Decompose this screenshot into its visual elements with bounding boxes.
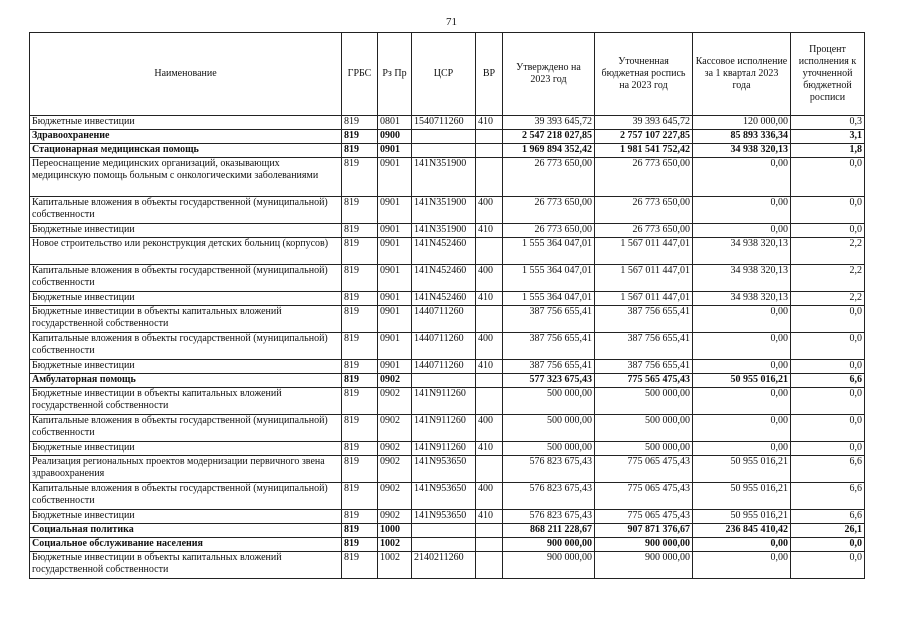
cell-name: Бюджетные инвестиции xyxy=(30,292,342,306)
cell-grbs: 819 xyxy=(342,360,378,374)
cell-approved: 1 555 364 047,01 xyxy=(503,292,595,306)
cell-refined: 900 000,00 xyxy=(595,538,693,552)
cell-vr: 400 xyxy=(476,197,503,224)
cell-refined: 1 567 011 447,01 xyxy=(595,265,693,292)
table-row xyxy=(30,456,865,483)
header-percent: Процент исполнения к уточненной бюджетной росписи xyxy=(791,33,865,116)
cell-cash: 34 938 320,13 xyxy=(693,144,791,158)
cell-vr xyxy=(476,238,503,265)
cell-grbs: 819 xyxy=(342,197,378,224)
cell-cash: 85 893 336,34 xyxy=(693,130,791,144)
cell-rz-pr: 0902 xyxy=(378,388,412,415)
cell-vr: 410 xyxy=(476,510,503,524)
cell-refined: 500 000,00 xyxy=(595,415,693,442)
cell-csr: 2140211260 xyxy=(412,552,476,579)
cell-approved: 576 823 675,43 xyxy=(503,456,595,483)
cell-vr xyxy=(476,538,503,552)
cell-csr: 141N953650 xyxy=(412,510,476,524)
cell-grbs: 819 xyxy=(342,333,378,360)
table-body xyxy=(30,116,865,579)
cell-name: Бюджетные инвестиции в объекты капитальных вложений государственной собственности xyxy=(30,552,342,579)
cell-rz-pr: 0901 xyxy=(378,265,412,292)
cell-refined: 775 065 475,43 xyxy=(595,510,693,524)
table-row xyxy=(30,538,865,552)
cell-vr: 410 xyxy=(476,360,503,374)
cell-percent: 2,2 xyxy=(791,238,865,265)
cell-name: Бюджетные инвестиции в объекты капитальных вложений государственной собственности xyxy=(30,306,342,333)
cell-cash: 120 000,00 xyxy=(693,116,791,130)
cell-vr xyxy=(476,374,503,388)
cell-vr: 400 xyxy=(476,333,503,360)
cell-percent: 0,0 xyxy=(791,552,865,579)
cell-refined: 775 065 475,43 xyxy=(595,456,693,483)
cell-grbs: 819 xyxy=(342,388,378,415)
table-row xyxy=(30,238,865,265)
cell-grbs: 819 xyxy=(342,442,378,456)
cell-percent: 2,2 xyxy=(791,265,865,292)
cell-rz-pr: 0900 xyxy=(378,130,412,144)
cell-grbs: 819 xyxy=(342,130,378,144)
cell-grbs: 819 xyxy=(342,456,378,483)
cell-percent: 6,6 xyxy=(791,510,865,524)
cell-name: Капитальные вложения в объекты государственной (муниципальной) собственности xyxy=(30,483,342,510)
cell-name: Новое строительство или реконструкция детских больниц (корпусов) xyxy=(30,238,342,265)
cell-csr: 1440711260 xyxy=(412,333,476,360)
cell-csr: 141N911260 xyxy=(412,415,476,442)
cell-approved: 1 555 364 047,01 xyxy=(503,238,595,265)
cell-cash: 50 955 016,21 xyxy=(693,374,791,388)
cell-grbs: 819 xyxy=(342,538,378,552)
cell-percent: 0,0 xyxy=(791,333,865,360)
table-row xyxy=(30,388,865,415)
cell-cash: 0,00 xyxy=(693,442,791,456)
cell-vr xyxy=(476,552,503,579)
cell-csr: 1440711260 xyxy=(412,360,476,374)
cell-rz-pr: 0901 xyxy=(378,333,412,360)
cell-refined: 1 981 541 752,42 xyxy=(595,144,693,158)
cell-rz-pr: 0901 xyxy=(378,158,412,197)
header-rz-pr: Рз Пр xyxy=(378,33,412,116)
cell-name: Здравоохранение xyxy=(30,130,342,144)
cell-approved: 2 547 218 027,85 xyxy=(503,130,595,144)
cell-cash: 0,00 xyxy=(693,415,791,442)
cell-csr: 141N452460 xyxy=(412,292,476,306)
header-grbs: ГРБС xyxy=(342,33,378,116)
cell-csr: 141N452460 xyxy=(412,265,476,292)
cell-cash: 34 938 320,13 xyxy=(693,292,791,306)
cell-name: Капитальные вложения в объекты государственной (муниципальной) собственности xyxy=(30,415,342,442)
cell-approved: 500 000,00 xyxy=(503,442,595,456)
cell-approved: 387 756 655,41 xyxy=(503,333,595,360)
cell-percent: 0,0 xyxy=(791,306,865,333)
cell-approved: 900 000,00 xyxy=(503,552,595,579)
cell-csr: 141N911260 xyxy=(412,388,476,415)
table-row xyxy=(30,374,865,388)
cell-percent: 0,0 xyxy=(791,224,865,238)
cell-percent: 0,3 xyxy=(791,116,865,130)
cell-rz-pr: 0901 xyxy=(378,144,412,158)
cell-grbs: 819 xyxy=(342,374,378,388)
cell-rz-pr: 0901 xyxy=(378,360,412,374)
table-row xyxy=(30,524,865,538)
cell-refined: 39 393 645,72 xyxy=(595,116,693,130)
cell-refined: 387 756 655,41 xyxy=(595,306,693,333)
cell-csr: 141N351900 xyxy=(412,158,476,197)
cell-percent: 0,0 xyxy=(791,442,865,456)
cell-vr: 400 xyxy=(476,483,503,510)
cell-name: Бюджетные инвестиции xyxy=(30,360,342,374)
cell-percent: 3,1 xyxy=(791,130,865,144)
cell-percent: 0,0 xyxy=(791,388,865,415)
cell-cash: 0,00 xyxy=(693,197,791,224)
header-cash: Кассовое исполнение за 1 квартал 2023 года xyxy=(693,33,791,116)
cell-vr: 410 xyxy=(476,292,503,306)
cell-refined: 387 756 655,41 xyxy=(595,360,693,374)
cell-percent: 0,0 xyxy=(791,197,865,224)
cell-approved: 26 773 650,00 xyxy=(503,158,595,197)
cell-refined: 1 567 011 447,01 xyxy=(595,238,693,265)
cell-csr xyxy=(412,524,476,538)
cell-csr xyxy=(412,374,476,388)
cell-vr xyxy=(476,130,503,144)
cell-approved: 26 773 650,00 xyxy=(503,197,595,224)
cell-refined: 775 065 475,43 xyxy=(595,483,693,510)
cell-name: Бюджетные инвестиции в объекты капитальных вложений государственной собственности xyxy=(30,388,342,415)
cell-name: Социальная политика xyxy=(30,524,342,538)
cell-percent: 2,2 xyxy=(791,292,865,306)
cell-cash: 0,00 xyxy=(693,360,791,374)
cell-percent: 1,8 xyxy=(791,144,865,158)
table-row xyxy=(30,333,865,360)
cell-rz-pr: 0902 xyxy=(378,442,412,456)
table-row xyxy=(30,158,865,197)
cell-rz-pr: 1002 xyxy=(378,538,412,552)
cell-grbs: 819 xyxy=(342,265,378,292)
cell-name: Капитальные вложения в объекты государственной (муниципальной) собственности xyxy=(30,265,342,292)
cell-grbs: 819 xyxy=(342,238,378,265)
cell-refined: 26 773 650,00 xyxy=(595,224,693,238)
cell-name: Бюджетные инвестиции xyxy=(30,442,342,456)
cell-rz-pr: 0902 xyxy=(378,510,412,524)
table-row xyxy=(30,130,865,144)
cell-name: Капитальные вложения в объекты государственной (муниципальной) собственности xyxy=(30,333,342,360)
cell-approved: 576 823 675,43 xyxy=(503,483,595,510)
cell-csr xyxy=(412,130,476,144)
cell-csr: 141N953650 xyxy=(412,483,476,510)
cell-name: Переоснащение медицинских организаций, оказывающих медицинскую помощь больным с онкологическими заболеваниями xyxy=(30,158,342,197)
cell-rz-pr: 0901 xyxy=(378,197,412,224)
cell-rz-pr: 0902 xyxy=(378,374,412,388)
cell-cash: 0,00 xyxy=(693,538,791,552)
cell-cash: 0,00 xyxy=(693,388,791,415)
cell-name: Бюджетные инвестиции xyxy=(30,116,342,130)
cell-rz-pr: 0902 xyxy=(378,483,412,510)
cell-refined: 500 000,00 xyxy=(595,388,693,415)
cell-name: Реализация региональных проектов модернизации первичного звена здравоохранения xyxy=(30,456,342,483)
table-row xyxy=(30,360,865,374)
cell-rz-pr: 0902 xyxy=(378,415,412,442)
cell-grbs: 819 xyxy=(342,552,378,579)
header-approved: Утверждено на 2023 год xyxy=(503,33,595,116)
cell-approved: 1 555 364 047,01 xyxy=(503,265,595,292)
cell-vr xyxy=(476,456,503,483)
cell-rz-pr: 1002 xyxy=(378,552,412,579)
cell-grbs: 819 xyxy=(342,510,378,524)
cell-approved: 500 000,00 xyxy=(503,388,595,415)
table-row xyxy=(30,265,865,292)
cell-csr xyxy=(412,538,476,552)
table-row xyxy=(30,442,865,456)
cell-vr: 400 xyxy=(476,415,503,442)
table-row xyxy=(30,224,865,238)
cell-cash: 0,00 xyxy=(693,552,791,579)
cell-csr: 141N351900 xyxy=(412,224,476,238)
cell-approved: 577 323 675,43 xyxy=(503,374,595,388)
table-row xyxy=(30,552,865,579)
cell-csr: 141N351900 xyxy=(412,197,476,224)
cell-rz-pr: 0901 xyxy=(378,292,412,306)
cell-grbs: 819 xyxy=(342,158,378,197)
cell-percent: 6,6 xyxy=(791,483,865,510)
cell-csr: 141N953650 xyxy=(412,456,476,483)
header-csr: ЦСР xyxy=(412,33,476,116)
table-row xyxy=(30,144,865,158)
cell-csr: 1440711260 xyxy=(412,306,476,333)
cell-percent: 6,6 xyxy=(791,374,865,388)
cell-cash: 0,00 xyxy=(693,333,791,360)
table-row xyxy=(30,483,865,510)
cell-approved: 576 823 675,43 xyxy=(503,510,595,524)
cell-grbs: 819 xyxy=(342,224,378,238)
cell-percent: 0,0 xyxy=(791,360,865,374)
cell-rz-pr: 0801 xyxy=(378,116,412,130)
cell-vr: 410 xyxy=(476,442,503,456)
cell-cash: 0,00 xyxy=(693,224,791,238)
header-vr: ВР xyxy=(476,33,503,116)
cell-name: Бюджетные инвестиции xyxy=(30,510,342,524)
cell-approved: 26 773 650,00 xyxy=(503,224,595,238)
cell-csr: 1540711260 xyxy=(412,116,476,130)
cell-csr xyxy=(412,144,476,158)
cell-cash: 236 845 410,42 xyxy=(693,524,791,538)
cell-grbs: 819 xyxy=(342,144,378,158)
header-name: Наименование xyxy=(30,33,342,116)
table-row xyxy=(30,510,865,524)
cell-csr: 141N911260 xyxy=(412,442,476,456)
cell-vr xyxy=(476,144,503,158)
cell-cash: 50 955 016,21 xyxy=(693,456,791,483)
cell-percent: 0,0 xyxy=(791,158,865,197)
page-number: 71 xyxy=(446,16,457,28)
cell-approved: 1 969 894 352,42 xyxy=(503,144,595,158)
cell-rz-pr: 1000 xyxy=(378,524,412,538)
cell-csr: 141N452460 xyxy=(412,238,476,265)
cell-vr: 400 xyxy=(476,265,503,292)
header-refined: Уточненная бюджетная роспись на 2023 год xyxy=(595,33,693,116)
cell-name: Социальное обслуживание населения xyxy=(30,538,342,552)
cell-percent: 0,0 xyxy=(791,538,865,552)
table-row xyxy=(30,116,865,130)
cell-rz-pr: 0902 xyxy=(378,456,412,483)
cell-name: Бюджетные инвестиции xyxy=(30,224,342,238)
cell-grbs: 819 xyxy=(342,306,378,333)
cell-approved: 387 756 655,41 xyxy=(503,360,595,374)
cell-percent: 0,0 xyxy=(791,415,865,442)
cell-vr: 410 xyxy=(476,224,503,238)
cell-vr: 410 xyxy=(476,116,503,130)
cell-refined: 775 565 475,43 xyxy=(595,374,693,388)
cell-vr xyxy=(476,306,503,333)
cell-cash: 34 938 320,13 xyxy=(693,238,791,265)
cell-grbs: 819 xyxy=(342,524,378,538)
table-row xyxy=(30,415,865,442)
cell-name: Стационарная медицинская помощь xyxy=(30,144,342,158)
cell-refined: 907 871 376,67 xyxy=(595,524,693,538)
cell-cash: 0,00 xyxy=(693,158,791,197)
cell-refined: 500 000,00 xyxy=(595,442,693,456)
cell-grbs: 819 xyxy=(342,116,378,130)
cell-approved: 39 393 645,72 xyxy=(503,116,595,130)
table-row xyxy=(30,292,865,306)
cell-rz-pr: 0901 xyxy=(378,306,412,333)
cell-rz-pr: 0901 xyxy=(378,224,412,238)
cell-approved: 500 000,00 xyxy=(503,415,595,442)
cell-approved: 900 000,00 xyxy=(503,538,595,552)
cell-refined: 1 567 011 447,01 xyxy=(595,292,693,306)
cell-cash: 0,00 xyxy=(693,306,791,333)
budget-execution-table xyxy=(29,32,865,579)
cell-refined: 2 757 107 227,85 xyxy=(595,130,693,144)
cell-approved: 868 211 228,67 xyxy=(503,524,595,538)
cell-refined: 26 773 650,00 xyxy=(595,158,693,197)
cell-refined: 26 773 650,00 xyxy=(595,197,693,224)
table-row xyxy=(30,197,865,224)
cell-approved: 387 756 655,41 xyxy=(503,306,595,333)
cell-cash: 50 955 016,21 xyxy=(693,483,791,510)
cell-vr xyxy=(476,388,503,415)
cell-vr xyxy=(476,524,503,538)
cell-percent: 6,6 xyxy=(791,456,865,483)
cell-cash: 34 938 320,13 xyxy=(693,265,791,292)
cell-grbs: 819 xyxy=(342,483,378,510)
cell-grbs: 819 xyxy=(342,415,378,442)
cell-percent: 26,1 xyxy=(791,524,865,538)
cell-refined: 387 756 655,41 xyxy=(595,333,693,360)
cell-name: Капитальные вложения в объекты государственной (муниципальной) собственности xyxy=(30,197,342,224)
cell-name: Амбулаторная помощь xyxy=(30,374,342,388)
cell-refined: 900 000,00 xyxy=(595,552,693,579)
table-header xyxy=(30,33,865,116)
cell-grbs: 819 xyxy=(342,292,378,306)
cell-vr xyxy=(476,158,503,197)
table-row xyxy=(30,306,865,333)
cell-cash: 50 955 016,21 xyxy=(693,510,791,524)
cell-rz-pr: 0901 xyxy=(378,238,412,265)
